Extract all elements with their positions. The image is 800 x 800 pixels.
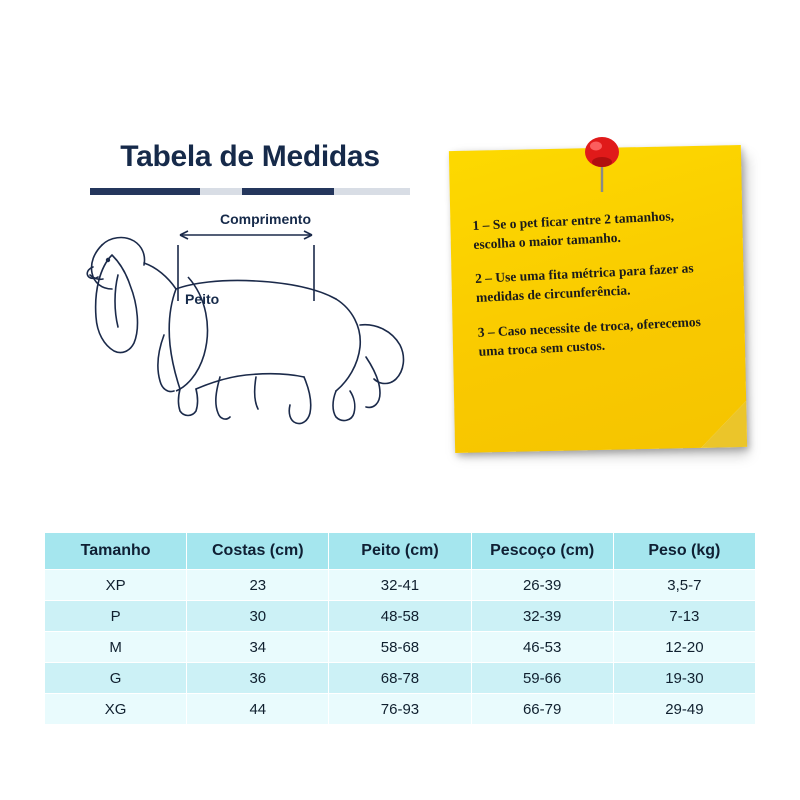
table-column-header: Pescoço (cm)	[471, 533, 613, 570]
chest-label: Peito	[185, 291, 220, 307]
table-cell: 29-49	[613, 694, 755, 725]
table-row	[45, 694, 756, 725]
table-column-header: Costas (cm)	[187, 533, 329, 570]
length-label: Comprimento	[220, 211, 311, 227]
dog-outline-icon	[60, 205, 440, 455]
table-column-header: Peso (kg)	[613, 533, 755, 570]
table-cell: 46-53	[471, 632, 613, 663]
table-cell: 34	[187, 632, 329, 663]
table-cell: 76-93	[329, 694, 471, 725]
divider-segment	[242, 188, 334, 195]
table-cell: XP	[45, 570, 187, 601]
instructions-note	[452, 148, 752, 468]
note-corner-fold	[700, 401, 747, 448]
table-cell: 19-30	[613, 663, 755, 694]
table-cell: 48-58	[329, 601, 471, 632]
table-cell: 66-79	[471, 694, 613, 725]
table-cell: 36	[187, 663, 329, 694]
note-line: 3 – Caso necessite de troca, oferecemos uma troca sem custos.	[477, 313, 702, 359]
table-cell: 3,5-7	[613, 570, 755, 601]
table-cell: M	[45, 632, 187, 663]
measurement-panel	[60, 140, 440, 455]
size-table-container	[44, 532, 756, 725]
divider-segment	[334, 188, 410, 195]
table-column-header: Peito (cm)	[329, 533, 471, 570]
note-line: 1 – Se o pet ficar entre 2 tamanhos, escolha o maior tamanho.	[472, 208, 675, 253]
table-cell: 32-39	[471, 601, 613, 632]
divider-segment	[200, 188, 242, 195]
table-row	[45, 663, 756, 694]
table-cell: 58-68	[329, 632, 471, 663]
table-column-header: Tamanho	[45, 533, 187, 570]
push-pin-icon	[574, 126, 630, 196]
dog-diagram	[60, 205, 440, 455]
divider-segment	[90, 188, 200, 195]
table-cell: 68-78	[329, 663, 471, 694]
table-cell: XG	[45, 694, 187, 725]
table-cell: 12-20	[613, 632, 755, 663]
size-table	[44, 532, 756, 725]
table-cell: G	[45, 663, 187, 694]
table-row	[45, 601, 756, 632]
table-row	[45, 632, 756, 663]
table-cell: 26-39	[471, 570, 613, 601]
table-row	[45, 570, 756, 601]
table-cell: P	[45, 601, 187, 632]
table-cell: 59-66	[471, 663, 613, 694]
title-underline-divider	[90, 188, 410, 195]
page-title: Tabela de Medidas	[120, 140, 380, 173]
note-line: 2 – Use uma fita métrica para fazer as medidas de circunferência.	[474, 260, 694, 306]
table-cell: 23	[187, 570, 329, 601]
table-cell: 7-13	[613, 601, 755, 632]
table-cell: 30	[187, 601, 329, 632]
table-header-row	[45, 533, 756, 570]
table-cell: 44	[187, 694, 329, 725]
table-cell: 32-41	[329, 570, 471, 601]
note-text-block	[472, 204, 724, 376]
